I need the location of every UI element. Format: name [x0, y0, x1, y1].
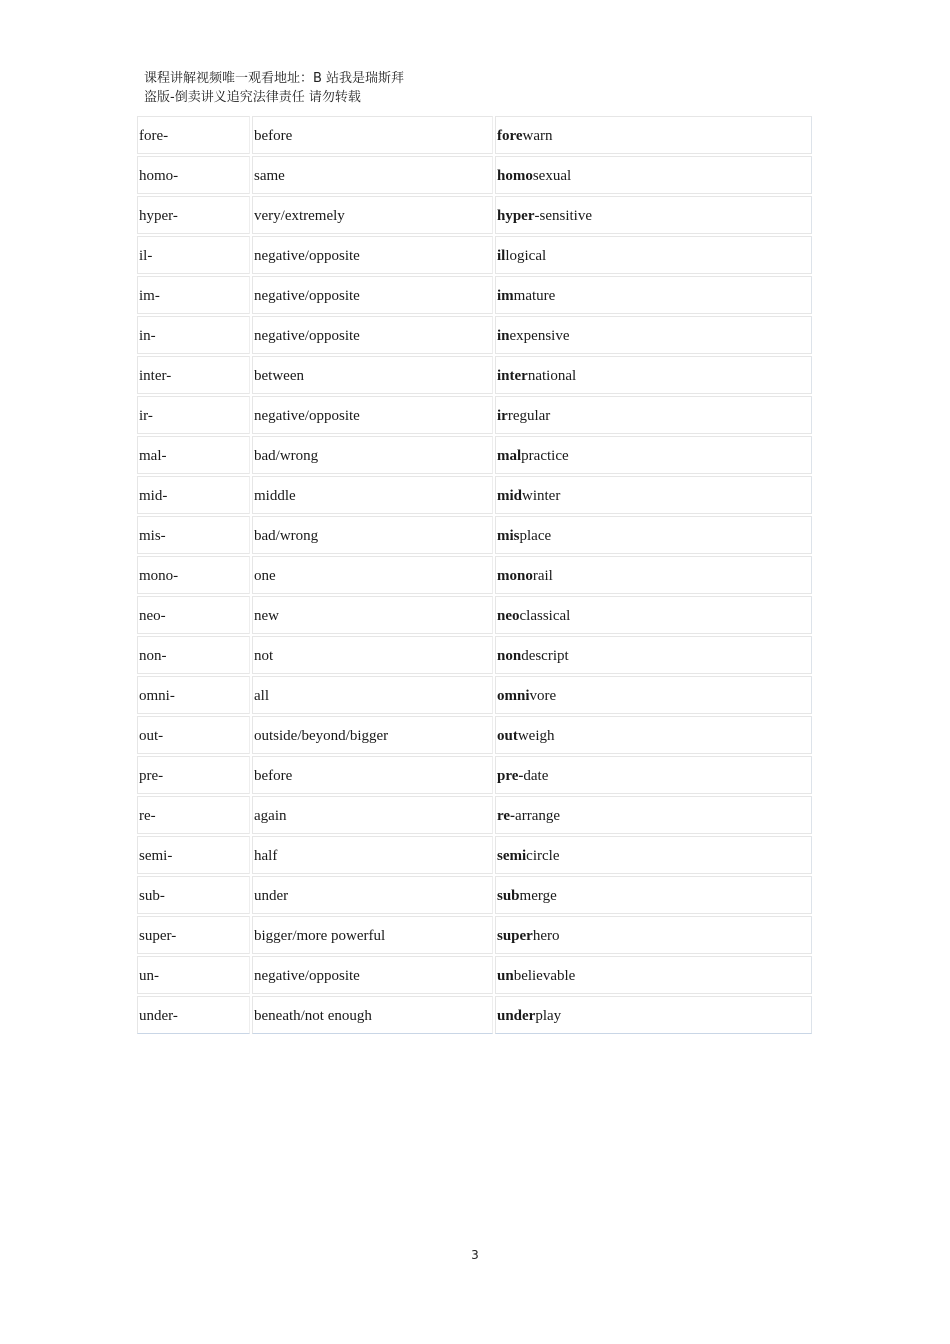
prefix-cell: homo- [137, 156, 250, 194]
meaning-cell: very/extremely [252, 196, 493, 234]
table-row [137, 956, 812, 994]
header-line-1: 课程讲解视频唯一观看地址：B 站我是瑞斯拜 [144, 71, 405, 86]
prefix-cell: semi- [137, 836, 250, 874]
meaning-cell: negative/opposite [252, 276, 493, 314]
table-row [137, 196, 812, 234]
meaning-cell: negative/opposite [252, 316, 493, 354]
meaning-cell: all [252, 676, 493, 714]
prefix-cell: in- [137, 316, 250, 354]
example-prefix-part: omni [497, 688, 530, 704]
table-row [137, 596, 812, 634]
prefix-cell: re- [137, 796, 250, 834]
example-rest-part: rail [532, 568, 553, 584]
example-cell [495, 436, 812, 474]
example-prefix-part: hyper [497, 208, 535, 224]
meaning-cell: negative/opposite [252, 236, 493, 274]
table-row [137, 156, 812, 194]
meaning-cell: before [252, 116, 493, 154]
example-cell [495, 796, 812, 834]
example-rest-part: believable [513, 968, 576, 984]
prefix-cell: inter- [137, 356, 250, 394]
table-row [137, 356, 812, 394]
meaning-cell: under [252, 876, 493, 914]
example-cell [495, 476, 812, 514]
meaning-cell: middle [252, 476, 493, 514]
meaning-cell: between [252, 356, 493, 394]
example-prefix-part: semi [497, 848, 527, 864]
example-prefix-part: fore [497, 128, 523, 144]
page-number: 3 [471, 1248, 479, 1262]
prefix-cell: ir- [137, 396, 250, 434]
meaning-cell: negative/opposite [252, 396, 493, 434]
example-prefix-part: im [497, 288, 514, 304]
table-row [137, 756, 812, 794]
meaning-cell: new [252, 596, 493, 634]
example-prefix-part: mid [497, 488, 523, 504]
example-rest-part: national [527, 368, 577, 384]
example-prefix-part: sub [497, 888, 520, 904]
example-rest-part: winter [522, 488, 561, 504]
example-rest-part: descript [521, 648, 569, 664]
example-prefix-part: ir [497, 408, 508, 424]
meaning-cell: outside/beyond/bigger [252, 716, 493, 754]
prefix-cell: un- [137, 956, 250, 994]
example-rest-part: classical [519, 608, 571, 624]
table-row [137, 276, 812, 314]
example-cell [495, 236, 812, 274]
table-row [137, 476, 812, 514]
example-rest-part: mature [513, 288, 556, 304]
table-row [137, 916, 812, 954]
meaning-cell: half [252, 836, 493, 874]
example-prefix-part: in [497, 328, 510, 344]
table-row [137, 676, 812, 714]
example-prefix-part: mono [497, 568, 533, 584]
example-prefix-part: super [497, 928, 533, 944]
prefix-cell: hyper- [137, 196, 250, 234]
prefix-table [137, 116, 812, 1036]
meaning-cell: bigger/more powerful [252, 916, 493, 954]
prefix-cell: sub- [137, 876, 250, 914]
prefix-cell: fore- [137, 116, 250, 154]
example-cell [495, 156, 812, 194]
table-row [137, 116, 812, 154]
example-prefix-part: out [497, 728, 518, 744]
meaning-cell: bad/wrong [252, 436, 493, 474]
table-row [137, 876, 812, 914]
table-row [137, 796, 812, 834]
example-rest-part: date [523, 768, 549, 784]
example-rest-part: logical [505, 248, 547, 264]
prefix-cell: mis- [137, 516, 250, 554]
example-cell [495, 556, 812, 594]
example-prefix-part: homo [497, 168, 533, 184]
example-cell [495, 676, 812, 714]
example-prefix-part: re- [497, 808, 516, 824]
example-rest-part: weigh [517, 728, 555, 744]
prefix-cell: mono- [137, 556, 250, 594]
example-rest-part: merge [519, 888, 557, 904]
meaning-cell: again [252, 796, 493, 834]
table-row [137, 516, 812, 554]
meaning-cell: before [252, 756, 493, 794]
prefix-cell: mal- [137, 436, 250, 474]
table-row [137, 396, 812, 434]
example-rest-part: circle [526, 848, 560, 864]
example-rest-part: regular [507, 408, 551, 424]
page-header [144, 69, 404, 107]
table-row [137, 316, 812, 354]
header-line-2: 盗版-倒卖讲义追究法律责任 请勿转载 [144, 90, 361, 105]
prefix-cell: neo- [137, 596, 250, 634]
prefix-cell: il- [137, 236, 250, 274]
table-row [137, 436, 812, 474]
example-prefix-part: neo [497, 608, 520, 624]
table-row [137, 236, 812, 274]
meaning-cell: not [252, 636, 493, 674]
prefix-cell: pre- [137, 756, 250, 794]
example-prefix-part: il [497, 248, 506, 264]
table-row [137, 836, 812, 874]
example-cell [495, 596, 812, 634]
example-cell [495, 516, 812, 554]
example-rest-part: expensive [509, 328, 570, 344]
meaning-cell: bad/wrong [252, 516, 493, 554]
example-cell [495, 956, 812, 994]
example-prefix-part: under [497, 1008, 536, 1024]
prefix-cell: non- [137, 636, 250, 674]
meaning-cell: negative/opposite [252, 956, 493, 994]
prefix-cell: omni- [137, 676, 250, 714]
example-rest-part: warn [522, 128, 553, 144]
example-rest-part: hero [532, 928, 560, 944]
example-cell [495, 916, 812, 954]
example-prefix-part: mal [497, 448, 522, 464]
table-row [137, 716, 812, 754]
example-cell [495, 396, 812, 434]
example-cell [495, 836, 812, 874]
prefix-cell: im- [137, 276, 250, 314]
example-rest-part: vore [529, 688, 557, 704]
table-row [137, 556, 812, 594]
example-prefix-part: inter [497, 368, 528, 384]
prefix-cell: mid- [137, 476, 250, 514]
example-cell [495, 876, 812, 914]
example-rest-part: sexual [532, 168, 572, 184]
example-cell [495, 996, 812, 1034]
example-prefix-part: pre- [497, 768, 524, 784]
example-prefix-part: un [497, 968, 514, 984]
prefix-cell: out- [137, 716, 250, 754]
example-cell [495, 316, 812, 354]
example-cell [495, 356, 812, 394]
example-rest-part: play [535, 1008, 562, 1024]
table-row [137, 636, 812, 674]
example-prefix-part: mis [497, 528, 520, 544]
example-cell [495, 116, 812, 154]
table-row [137, 996, 812, 1034]
prefix-cell: super- [137, 916, 250, 954]
example-rest-part: arrange [515, 808, 561, 824]
example-prefix-part: non [497, 648, 522, 664]
example-cell [495, 636, 812, 674]
example-rest-part: -sensitive [534, 208, 592, 224]
meaning-cell: beneath/not enough [252, 996, 493, 1034]
meaning-cell: one [252, 556, 493, 594]
prefix-cell: under- [137, 996, 250, 1034]
example-rest-part: practice [521, 448, 569, 464]
example-cell [495, 196, 812, 234]
example-cell [495, 716, 812, 754]
meaning-cell: same [252, 156, 493, 194]
example-cell [495, 276, 812, 314]
example-rest-part: place [519, 528, 552, 544]
example-cell [495, 756, 812, 794]
